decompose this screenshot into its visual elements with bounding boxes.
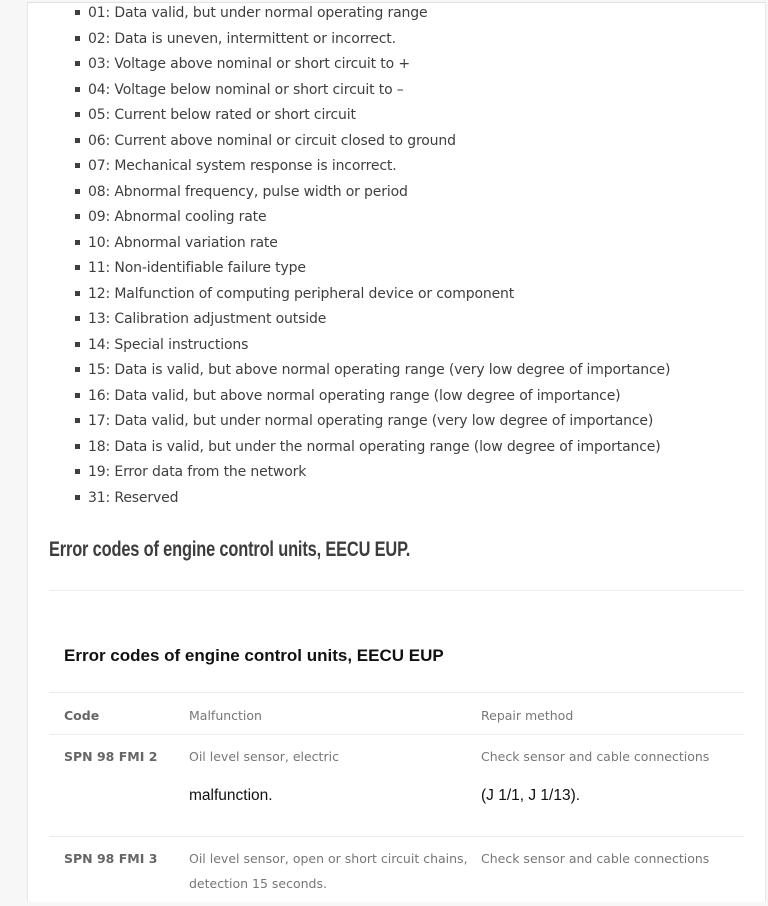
- cell-malfunction-continued: malfunction.: [189, 787, 273, 804]
- list-item-text: 18: Data is valid, but under the normal operating range (low degree of importance): [88, 438, 661, 455]
- error-codes-table: [49, 692, 744, 906]
- square-bullet-icon: [75, 163, 80, 168]
- cell-malfunction-continued: detection 15 seconds.: [189, 876, 327, 891]
- square-bullet-icon: [75, 469, 80, 474]
- list-item-text: 06: Current above nominal or circuit closed to ground: [88, 132, 456, 149]
- square-bullet-icon: [75, 36, 80, 41]
- square-bullet-icon: [75, 87, 80, 92]
- table-header-row: [49, 692, 744, 734]
- list-item-text: 02: Data is uneven, intermittent or incorrect.: [88, 30, 396, 47]
- square-bullet-icon: [75, 367, 80, 372]
- list-item-text: 11: Non-identifiable failure type: [88, 260, 306, 276]
- list-item: [74, 182, 670, 208]
- square-bullet-icon: [75, 495, 80, 500]
- list-item: [74, 207, 670, 233]
- list-item-text: 16: Data valid, but above normal operating range (low degree of importance): [88, 387, 621, 404]
- cell-malfunction: Oil level sensor, electric: [189, 749, 339, 764]
- table-row: [49, 734, 744, 836]
- square-bullet-icon: [75, 240, 80, 245]
- list-item: [74, 54, 670, 80]
- list-item-text: 01: Data valid, but under normal operating range: [88, 5, 428, 21]
- square-bullet-icon: [75, 265, 80, 270]
- list-item: [74, 284, 670, 310]
- list-item: [74, 233, 670, 259]
- square-bullet-icon: [75, 189, 80, 194]
- list-item-text: 15: Data is valid, but above normal operating range (very low degree of importance): [88, 362, 671, 378]
- list-item-text: 12: Malfunction of computing peripheral device or component: [88, 285, 515, 302]
- list-item-text: 17: Data valid, but under normal operating range (very low degree of importance): [88, 413, 654, 429]
- cell-code: SPN 98 FMI 3: [64, 851, 158, 866]
- list-item-text: 05: Current below rated or short circuit: [88, 107, 356, 123]
- section-heading: Error codes of engine control units, EECU EUP.: [49, 538, 411, 561]
- square-bullet-icon: [75, 444, 80, 449]
- list-item: [74, 488, 670, 514]
- table-title: Error codes of engine control units, EECU EUP: [64, 646, 444, 665]
- list-item-text: 08: Abnormal frequency, pulse width or period: [88, 183, 408, 200]
- fmi-code-list: [74, 3, 670, 513]
- list-item: [74, 3, 670, 29]
- list-item-text: 19: Error data from the network: [88, 464, 307, 480]
- list-item: [74, 462, 670, 488]
- square-bullet-icon: [75, 138, 80, 143]
- list-item: [74, 386, 670, 412]
- list-item-text: 03: Voltage above nominal or short circuit to +: [88, 56, 410, 72]
- header-repair-method: Repair method: [481, 708, 574, 723]
- list-item-text: 04: Voltage below nominal or short circuit to –: [88, 81, 404, 98]
- square-bullet-icon: [75, 291, 80, 296]
- list-item: [74, 131, 670, 157]
- section-divider: [49, 590, 744, 591]
- list-item: [74, 29, 670, 55]
- list-item: [74, 309, 670, 335]
- list-item-text: 09: Abnormal cooling rate: [88, 209, 267, 225]
- square-bullet-icon: [75, 316, 80, 321]
- list-item-text: 31: Reserved: [88, 489, 179, 506]
- list-item: [74, 360, 670, 386]
- square-bullet-icon: [75, 393, 80, 398]
- list-item-text: 13: Calibration adjustment outside: [88, 311, 327, 327]
- list-item: [74, 411, 670, 437]
- header-malfunction: Malfunction: [189, 708, 262, 723]
- square-bullet-icon: [75, 342, 80, 347]
- cell-repair-method: Check sensor and cable connections: [481, 749, 710, 764]
- list-item: [74, 258, 670, 284]
- square-bullet-icon: [75, 61, 80, 66]
- cell-code: SPN 98 FMI 2: [64, 749, 158, 764]
- list-item-text: 14: Special instructions: [88, 336, 249, 353]
- list-item-text: 10: Abnormal variation rate: [88, 234, 278, 251]
- square-bullet-icon: [75, 418, 80, 423]
- list-item: [74, 105, 670, 131]
- list-item-text: 07: Mechanical system response is incorrect.: [88, 158, 397, 174]
- article-content: [27, 2, 766, 902]
- table-row: [49, 836, 744, 906]
- header-code: Code: [64, 708, 100, 723]
- list-item: [74, 335, 670, 361]
- cell-repair-method: Check sensor and cable connections: [481, 851, 710, 866]
- cell-malfunction: Oil level sensor, open or short circuit chains,: [189, 851, 468, 866]
- list-item: [74, 437, 670, 463]
- square-bullet-icon: [75, 214, 80, 219]
- square-bullet-icon: [75, 112, 80, 117]
- list-item: [74, 80, 670, 106]
- square-bullet-icon: [75, 10, 80, 15]
- cell-repair-method-continued: (J 1/1, J 1/13).: [481, 787, 581, 804]
- list-item: [74, 156, 670, 182]
